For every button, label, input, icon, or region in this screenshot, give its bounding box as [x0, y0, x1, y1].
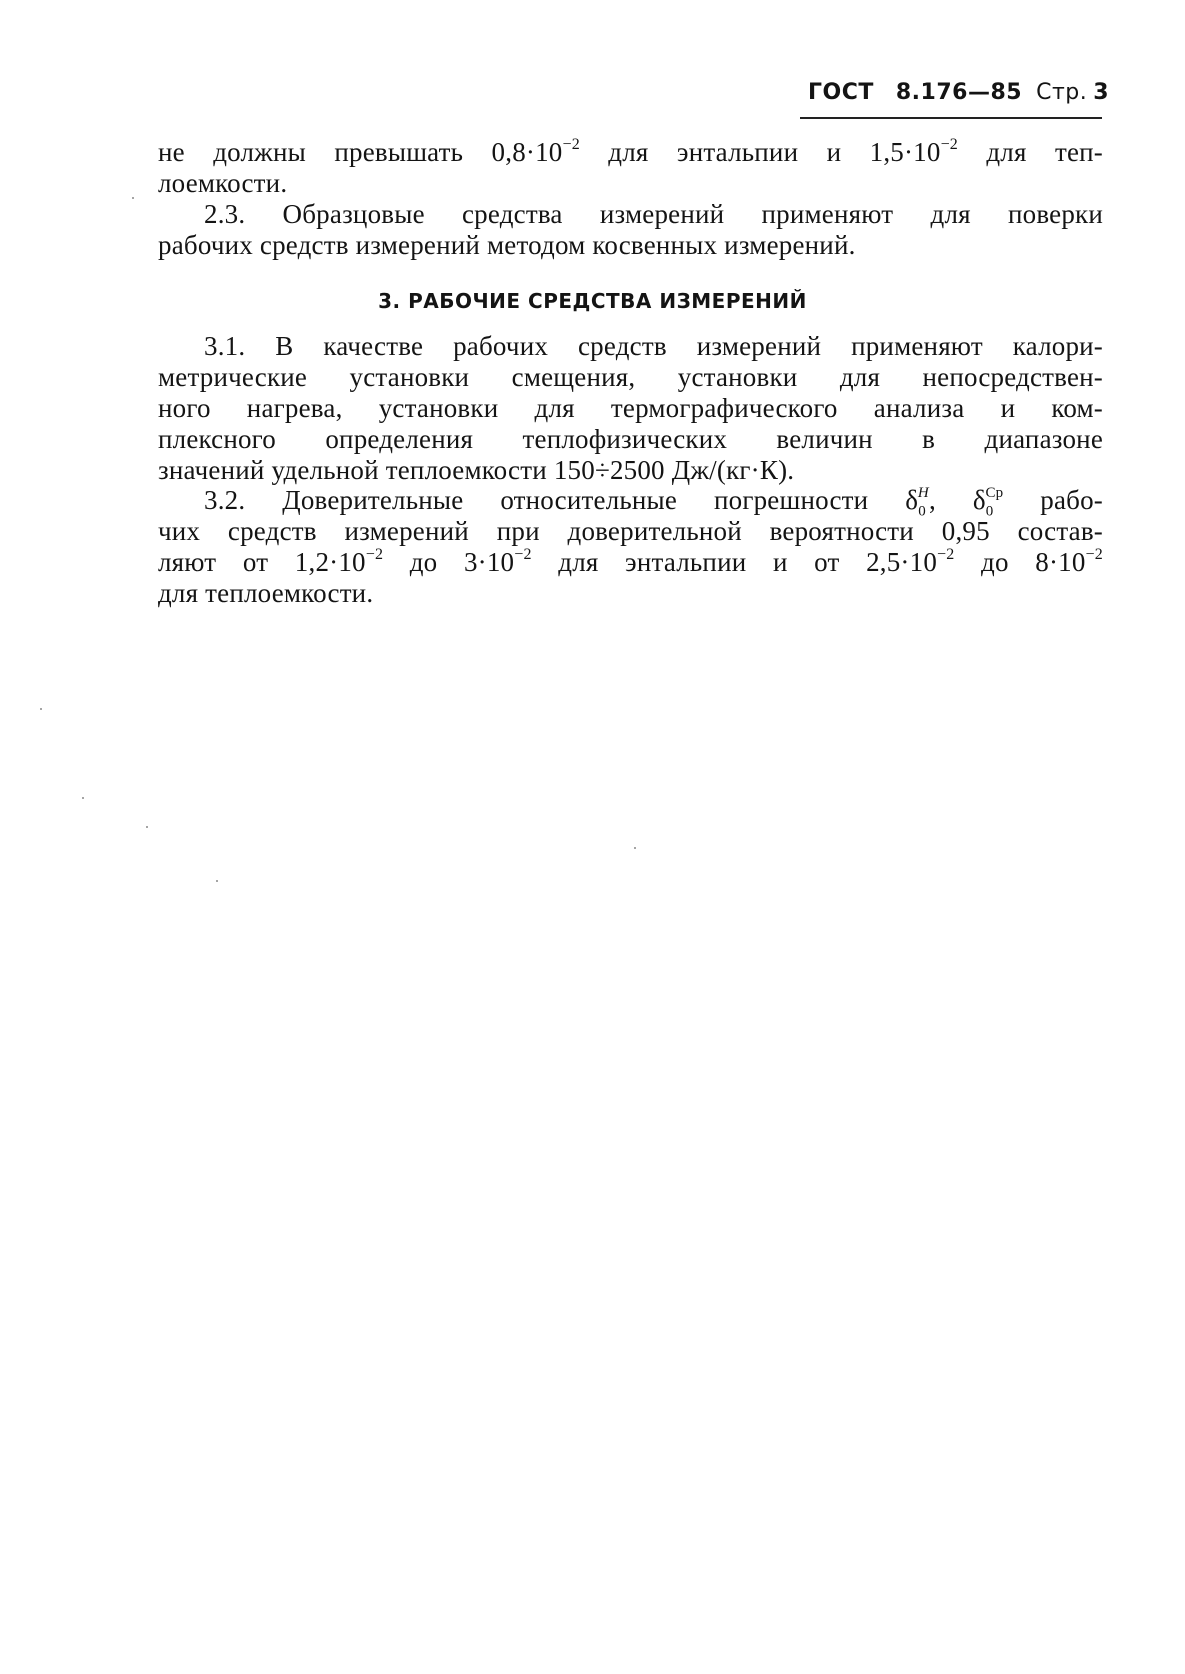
standard-label: ГОСТ — [808, 80, 874, 105]
exponent: −2 — [937, 546, 955, 563]
page-header — [808, 80, 1109, 105]
standard-number: 8.176—85 — [895, 80, 1023, 105]
superscript: Cp — [985, 485, 1004, 501]
delta-glyph: δ — [972, 485, 986, 515]
text-line: ного нагрева, установки для термографического анализа и ком- — [158, 393, 1103, 423]
text-line — [158, 547, 1103, 578]
text-fragment: для теп- — [958, 137, 1103, 167]
text-line — [158, 485, 1103, 520]
paragraph-2-3 — [158, 199, 1103, 261]
text-line: рабочих средств измерений методом косвенных измерений. — [158, 230, 856, 260]
text-fragment: рабо- — [1003, 485, 1103, 515]
delta-h-symbol — [905, 485, 929, 520]
text-line: значений удельной теплоемкости 150÷2500 Дж/(кг·К). — [158, 455, 795, 485]
scan-speck — [216, 880, 218, 882]
exponent: −2 — [562, 136, 580, 153]
paragraph-3-2 — [158, 485, 1103, 609]
text-line: для теплоемкости. — [158, 578, 374, 608]
text-line: чих средств измерений при доверительной вероятности 0,95 состав- — [158, 516, 1103, 546]
exponent: −2 — [940, 136, 958, 153]
text-fragment: до 8·10 — [954, 547, 1086, 577]
text-line: метрические установки смещения, установки для непосредствен- — [158, 362, 1103, 392]
text-line: лоемкости. — [158, 168, 288, 198]
scan-speck — [634, 847, 636, 849]
section-heading: 3. РАБОЧИЕ СРЕДСТВА ИЗМЕРЕНИЙ — [378, 289, 807, 313]
text-line: 2.3. Образцовые средства измерений применяют для поверки — [204, 199, 1103, 229]
scan-speck — [132, 197, 134, 199]
paragraph-2-2-continuation — [158, 137, 1103, 199]
header-rule — [800, 117, 1102, 119]
text-fragment: 3.2. Доверительные относительные погрешности — [204, 485, 906, 515]
text-fragment: , — [928, 485, 973, 515]
exponent: −2 — [365, 546, 384, 563]
text-fragment: до 3·10 — [383, 547, 515, 577]
delta-glyph: δ — [905, 485, 919, 515]
page-number: 3 — [1093, 80, 1110, 105]
subscript: 0 — [918, 503, 926, 520]
exponent: −2 — [514, 546, 532, 563]
exponent: −2 — [1085, 546, 1103, 563]
text-fragment: не должны превышать 0,8·10 — [158, 137, 563, 167]
scan-speck — [146, 826, 148, 828]
scan-speck — [82, 797, 84, 799]
text-fragment: для энтальпии и 1,5·10 — [579, 137, 941, 167]
paragraph-3-1 — [158, 331, 1103, 486]
page-label: Стр. — [1036, 80, 1088, 105]
subscript: 0 — [985, 503, 994, 520]
text-fragment: для энтальпии и от 2,5·10 — [531, 547, 938, 577]
text-line — [158, 137, 1103, 168]
superscript: H — [917, 485, 929, 501]
scan-speck — [40, 708, 42, 710]
text-fragment: ляют от 1,2·10 — [158, 547, 366, 577]
text-line: 3.1. В качестве рабочих средств измерений применяют калори- — [204, 331, 1103, 361]
delta-cp-symbol — [972, 485, 1004, 520]
text-line: плексного определения теплофизических величин в диапазоне — [158, 424, 1103, 454]
